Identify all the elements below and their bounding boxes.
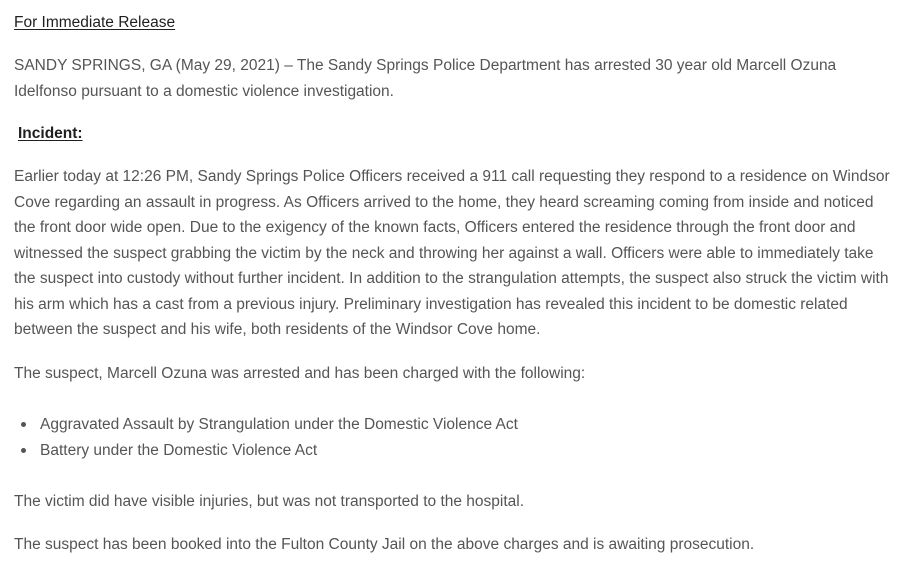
release-label: For Immediate Release <box>14 14 176 31</box>
charge-item: Aggravated Assault by Strangulation under the Domestic Violence Act <box>14 412 518 438</box>
incident-paragraph: Earlier today at 12:26 PM, Sandy Springs Police Officers received a 911 call requesting they respond to a residence on Windsor Cove regarding an assault in progress. As Officers arrived to the home, they heard screaming coming from inside and noticed the front door wide open. Due to the exigency of the known facts, Officers entered the residence through the front door and witnessed the suspect grabbing the victim by the neck and throwing her against a wall. Officers were able to immediately take the suspect into custody without further incident. In addition to the strangulation attempts, the suspect also struck the victim with his arm which has a cast from a previous injury. Preliminary investigation has revealed this incident to be domestic related between the suspect and his wife, both residents of the Windsor Cove home. <box>14 168 890 338</box>
incident-heading: Incident: <box>18 125 83 142</box>
intro-paragraph: SANDY SPRINGS, GA (May 29, 2021) – The Sandy Springs Police Department has arrested 30 year old Marcell Ozuna Idelfonso pursuant to a domestic violence investigation. <box>14 57 837 100</box>
charges-list <box>14 412 518 463</box>
booking-status: The suspect has been booked into the Fulton County Jail on the above charges and is awaiting prosecution. <box>14 536 755 553</box>
victim-status: The victim did have visible injuries, but was not transported to the hospital. <box>14 493 525 510</box>
charges-intro: The suspect, Marcell Ozuna was arrested and has been charged with the following: <box>14 365 586 382</box>
charge-item: Battery under the Domestic Violence Act <box>14 438 518 464</box>
